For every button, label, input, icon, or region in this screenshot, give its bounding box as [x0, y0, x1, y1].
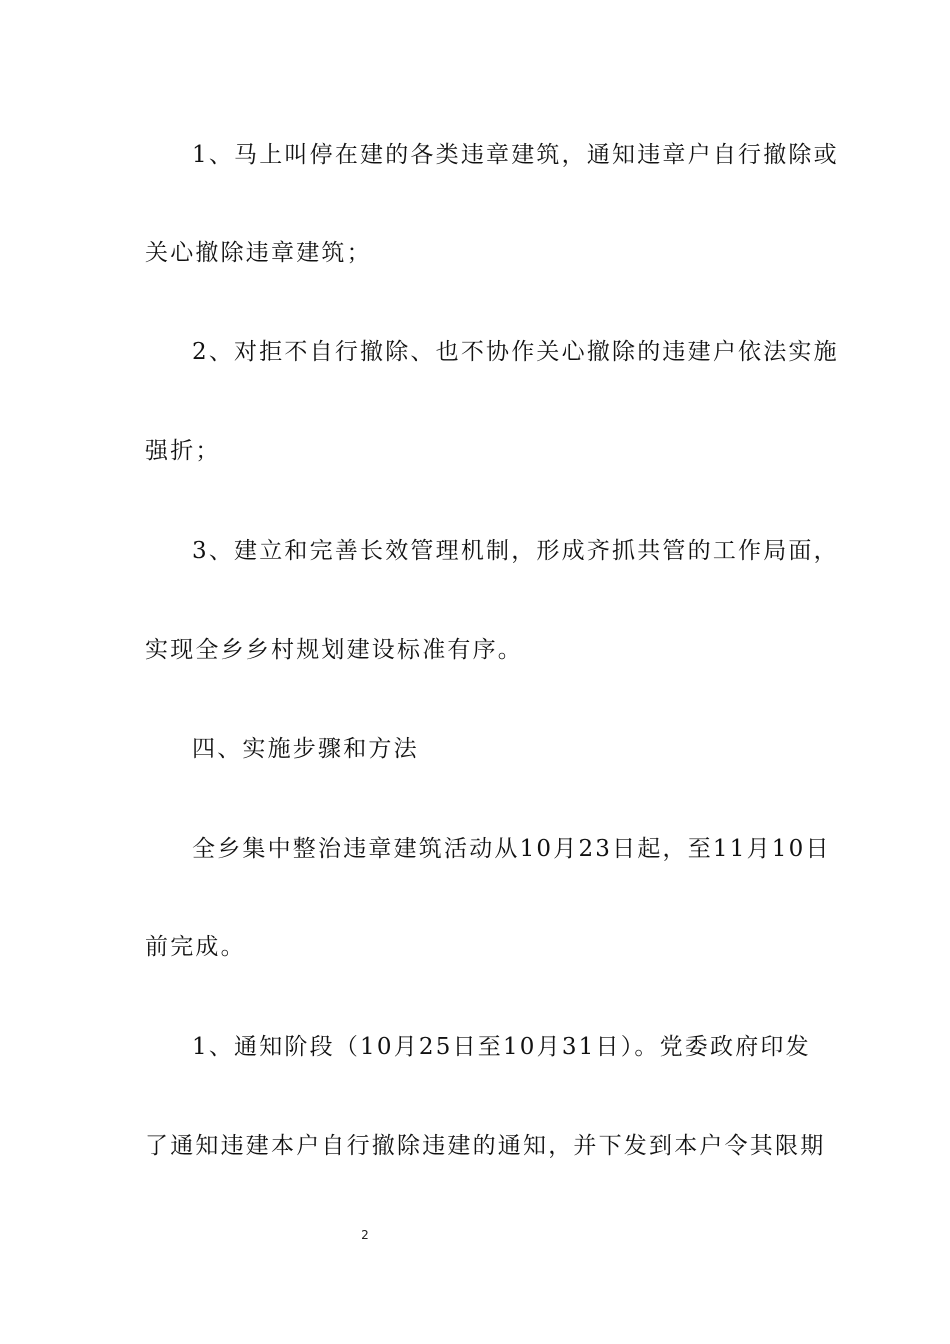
page-number: 2 — [361, 1228, 369, 1242]
paragraph-line: 1、马上叫停在建的各类违章建筑，通知违章户自行撤除或 — [192, 142, 839, 168]
paragraph-line: 了通知违建本户自行撤除违建的通知，并下发到本户令其限期 — [145, 1133, 826, 1159]
paragraph-line: 实现全乡乡村规划建设标准有序。 — [145, 637, 523, 663]
paragraph-line: 2、对拒不自行撤除、也不协作关心撤除的违建户依法实施 — [192, 339, 839, 365]
paragraph-line: 关心撤除违章建筑； — [145, 240, 372, 266]
section-heading: 四、实施步骤和方法 — [192, 736, 419, 762]
paragraph-line: 3、建立和完善长效管理机制，形成齐抓共管的工作局面， — [192, 538, 839, 564]
paragraph-line: 1、通知阶段（10月25日至10月31日）。党委政府印发 — [192, 1034, 811, 1060]
paragraph-line: 前完成。 — [145, 934, 246, 960]
paragraph-line: 全乡集中整治违章建筑活动从10月23日起，至11月10日 — [192, 836, 831, 862]
paragraph-line: 强折； — [145, 438, 221, 464]
